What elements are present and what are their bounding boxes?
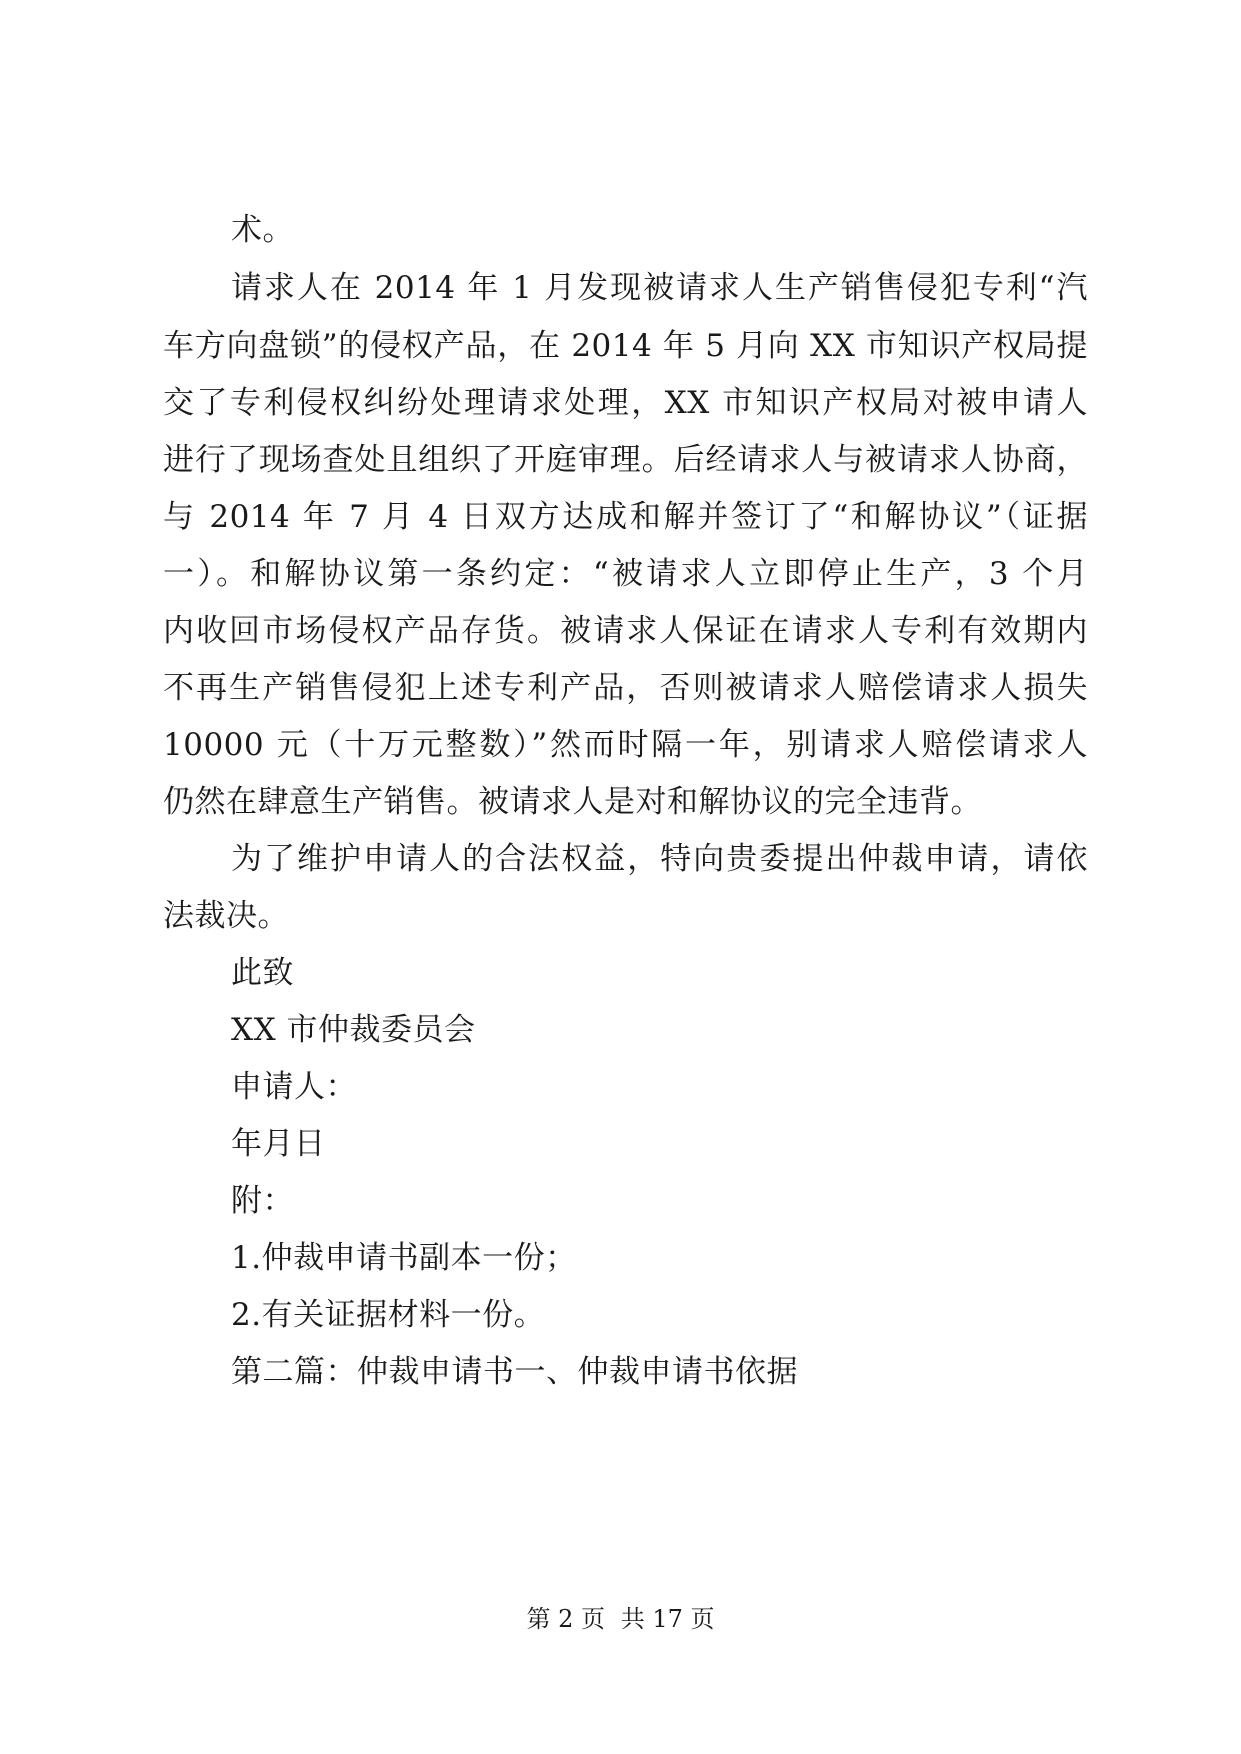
paragraph-line: 内收回市场侵权产品存货。被请求人保证在请求人专利有效期内 bbox=[163, 613, 1088, 649]
paragraph-line: 不再生产销售侵犯上述专利产品，否则被请求人赔偿请求人损失 bbox=[163, 670, 1088, 706]
page-total: 共 17 页 bbox=[620, 1605, 715, 1633]
attachment-heading: 附： bbox=[231, 1183, 294, 1219]
salutation-line: 此致 bbox=[231, 955, 294, 991]
paragraph-line: 一）。和解协议第一条约定：“被请求人立即停止生产，3 个月 bbox=[163, 556, 1088, 592]
attachment-item: 1.仲裁申请书副本一份； bbox=[231, 1240, 577, 1276]
paragraph-line: 为了维护申请人的合法权益，特向贵委提出仲裁申请，请依 bbox=[231, 841, 1088, 877]
paragraph-line: 10000 元（十万元整数）”然而时隔一年，别请求人赔偿请求人 bbox=[163, 727, 1088, 763]
section-heading: 第二篇：仲裁申请书一、仲裁申请书依据 bbox=[231, 1354, 798, 1390]
date-line: 年月日 bbox=[231, 1126, 326, 1162]
paragraph-line: 仍然在肆意生产销售。被请求人是对和解协议的完全违背。 bbox=[163, 784, 982, 820]
applicant-line: 申请人： bbox=[231, 1069, 357, 1105]
paragraph-line: 与 2014 年 7 月 4 日双方达成和解并签订了“和解协议”（证据 bbox=[163, 499, 1088, 535]
paragraph-line: 请求人在 2014 年 1 月发现被请求人生产销售侵犯专利“汽 bbox=[231, 270, 1088, 306]
page-number: 第 2 页 bbox=[526, 1605, 606, 1633]
paragraph-line: 车方向盘锁”的侵权产品，在 2014 年 5 月向 XX 市知识产权局提 bbox=[163, 328, 1088, 364]
paragraph-line: 法裁决。 bbox=[163, 898, 289, 934]
page-footer bbox=[0, 1604, 1241, 1634]
paragraph-line: 交了专利侵权纠纷处理请求处理，XX 市知识产权局对被申请人 bbox=[163, 385, 1088, 421]
attachment-item: 2.有关证据材料一份。 bbox=[231, 1297, 546, 1333]
paragraph-line: 术。 bbox=[231, 212, 294, 248]
paragraph-line: 进行了现场查处且组织了开庭审理。后经请求人与被请求人协商， bbox=[163, 442, 1088, 478]
recipient-line: XX 市仲裁委员会 bbox=[231, 1012, 476, 1048]
